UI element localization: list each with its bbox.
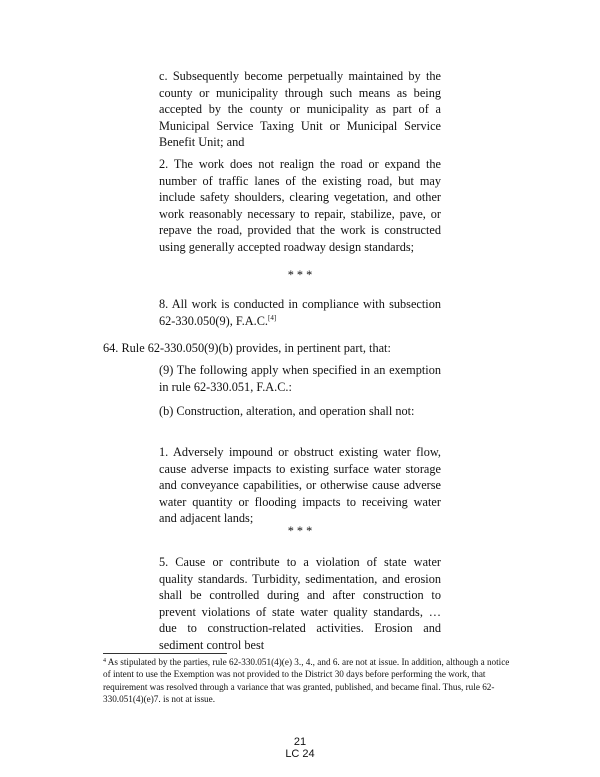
section-break-2: * * *	[287, 524, 313, 538]
quote-item-1: 1. Adversely impound or obstruct existing water flow, cause adverse impacts to existing surface water storage and conveyance capabilities, or otherwise cause adverse water quantity or flooding impacts to receiving water and adjacent lands;	[159, 445, 441, 526]
paragraph-item-8	[159, 296, 441, 329]
quote-item-9: (9) The following apply when specified in an exemption in rule 62-330.051, F.A.C.:	[159, 363, 441, 394]
item-8-text: 8. All work is conducted in compliance with subsection 62-330.050(9), F.A.C.	[159, 297, 441, 328]
footnote-text: As stipulated by the parties, rule 62-330.051(4)(e) 3., 4., and 6. are not at issue. In addition, although a notice of intent to use the Exemption was not provided to the District 30 days before performing the work, that requirement was resolved through a variance that was granted, published, and became final. Thus, rule 62-330.051(4)(e)7. is not at issue.	[103, 657, 510, 705]
quote-item-b: (b) Construction, alteration, and operation shall not:	[159, 404, 415, 418]
paragraph-64: 64. Rule 62-330.050(9)(b) provides, in pertinent part, that:	[103, 341, 391, 355]
quote-item-5: 5. Cause or contribute to a violation of state water quality standards. Turbidity, sedimentation, and erosion shall be controlled during and after construction to prevent violations of state water quality standards, … due to construction-related activities. Erosion and sediment control best	[159, 555, 441, 652]
paragraph-item-2: 2. The work does not realign the road or expand the number of traffic lanes of the existing road, but may include safety shoulders, clearing vegetation, and other work reasonably necessary to repair, stabilize, pave, or repave the road, provided that the work is constructed using generally accepted roadway design standards;	[159, 157, 441, 254]
footnote-marker: 4	[103, 658, 106, 664]
footnote-4	[103, 656, 516, 706]
section-break-1: * * *	[287, 268, 313, 282]
footnote-reference[interactable]: [4]	[268, 313, 277, 322]
page-code: LC 24	[285, 748, 315, 760]
paragraph-c: c. Subsequently become perpetually maintained by the county or municipality through such means as being accepted by the county or municipality as part of a Municipal Service Taxing Unit or Municipal Service Benefit Unit; and	[159, 69, 441, 150]
footnote-divider	[103, 653, 227, 654]
page-number: 21	[293, 736, 307, 748]
